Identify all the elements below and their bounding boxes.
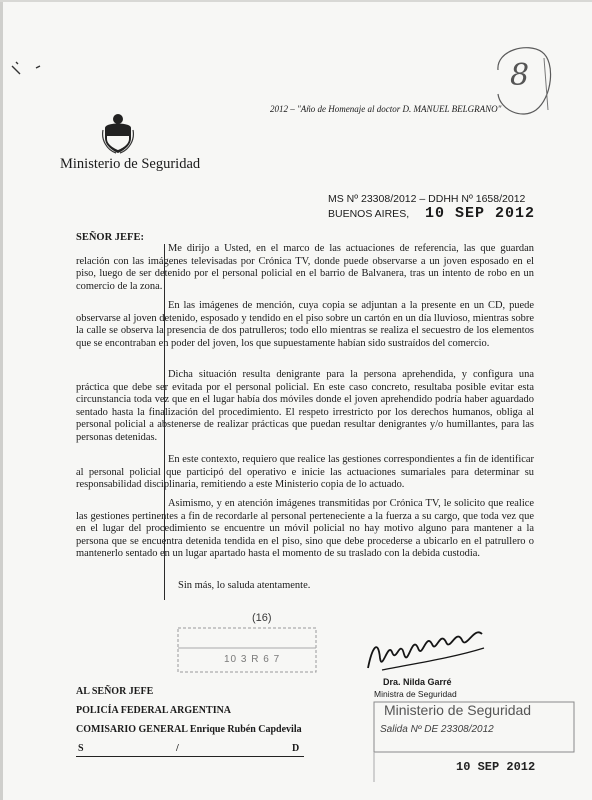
entry-stamp bbox=[174, 612, 322, 676]
signatory-name: Dra. Nilda Garré bbox=[383, 677, 452, 687]
exit-stamp-ministry: Ministerio de Seguridad bbox=[384, 702, 532, 718]
ministry-heading: Ministerio de Seguridad bbox=[60, 156, 201, 172]
coat-of-arms-icon bbox=[101, 112, 135, 154]
routing-d: D bbox=[292, 743, 300, 754]
exit-stamp-number: Salida Nº DE 23308/2012 bbox=[380, 724, 494, 735]
body-paragraph-4: En este contexto, requiero que realice las gestiones correspondientes a fin de identificar al personal policial que participó del operativo e inicie las actuaciones sumariales para determinar su responsabilidad disciplinaria, remitiendo a este Ministerio copia de lo actuado. bbox=[76, 454, 534, 491]
routing-slash: / bbox=[176, 743, 179, 754]
folio-number: 8 bbox=[510, 58, 530, 93]
addressee-line-1: AL SEÑOR JEFE bbox=[76, 686, 154, 697]
year-motto: 2012 – "Año de Homenaje al doctor D. MANUEL BELGRANO" bbox=[270, 104, 502, 114]
routing-s: S bbox=[78, 743, 84, 754]
scan-top-shadow bbox=[0, 0, 592, 2]
addressee-line-3: COMISARIO GENERAL Enrique Rubén Capdevila bbox=[76, 724, 302, 735]
routing-underline bbox=[76, 756, 304, 757]
entry-stamp-code: 10 3 R 6 7 bbox=[224, 654, 281, 665]
place-label: BUENOS AIRES, bbox=[328, 208, 410, 220]
handwritten-signature bbox=[362, 618, 492, 680]
salutation: SEÑOR JEFE: bbox=[76, 232, 144, 243]
body-paragraph-1: Me dirijo a Usted, en el marco de las actuaciones de referencia, las que guardan relación con las imágenes televisadas por Crónica TV, donde puede observarse a un joven esposado en el piso, luego de ser detenido por el personal policial en el barrio de Balvanera, tras un intento de robo en un comercio de la zona. bbox=[76, 243, 534, 292]
file-reference: MS Nº 23308/2012 – DDHH Nº 1658/2012 bbox=[328, 193, 526, 205]
body-paragraph-3: Dicha situación resulta denigrante para la persona aprehendida, y configura una práctica que debe ser evitada por el personal policial. En este caso concreto, resultaba posible evitar esta circunstancia toda vez que en el lugar había dos móviles donde el joven aprehendido podría haber aguardado sentado hasta la finalización del procedimiento. El respeto irrestricto por los derechos humanos, obliga al personal policial a abstenerse de realizar prácticas que puedan resultar denigrantes y/o humillantes, para las personas detenidas. bbox=[76, 369, 534, 443]
entry-stamp-frame bbox=[174, 612, 322, 676]
corner-tick-marks bbox=[6, 58, 46, 84]
body-paragraph-5: Asimismo, y en atención imágenes transmitidas por Crónica TV, le solicito que realice las gestiones pertinentes a fin de recordarle al personal perteneciente a la fuerza a su cargo, que toda vez que en el lugar del procedimiento se encuentre un móvil policial no hay motivo alguno para mantener a la persona que se encuentra detenida tendida en el piso, sino que debe procederse a ubicarlo en el patrullero o mantenerlo sentado en un lugar apartado hasta el momento de su traslado con la debida custodia. bbox=[76, 498, 534, 560]
addressee-line-2: POLICÍA FEDERAL ARGENTINA bbox=[76, 705, 232, 716]
scan-edge-shadow bbox=[0, 0, 3, 800]
date-stamp: 10 SEP 2012 bbox=[425, 205, 536, 222]
exit-stamp-date: 10 SEP 2012 bbox=[456, 760, 536, 774]
signatory-title: Ministra de Seguridad bbox=[374, 689, 457, 699]
entry-stamp-number: (16) bbox=[252, 612, 272, 624]
exit-stamp bbox=[372, 698, 578, 784]
body-paragraph-2: En las imágenes de mención, cuya copia se adjuntan a la presente en un CD, puede observarse al joven detenido, esposado y tendido en el piso sobre un cartón en un día lluvioso, mientras sobre la calle se observa la presencia de dos patrulleros; todo ello mientras se realiza el secuestro de los elementos que se encontraban en poder del joven, los que supuestamente habían sido sustraídos del comercio. bbox=[76, 300, 534, 349]
closing-line: Sin más, lo saluda atentamente. bbox=[178, 580, 311, 591]
